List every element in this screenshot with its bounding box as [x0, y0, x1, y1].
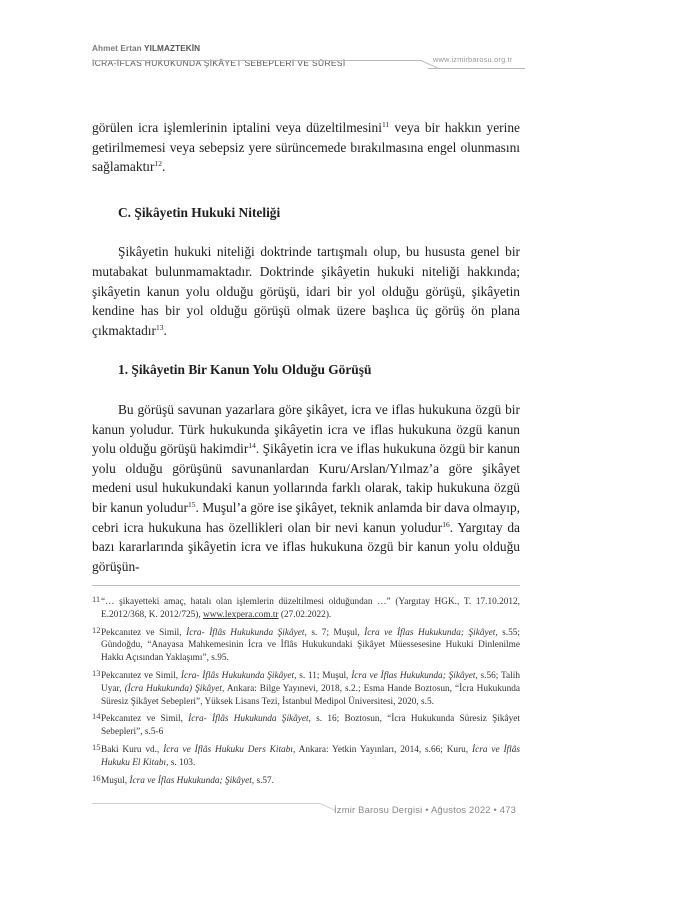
footnote-16: 16 Muşul, İcra ve İflas Hukukunda; Şikâyet, s.57.: [92, 772, 275, 786]
header-rule: [92, 60, 422, 61]
page-footer: İzmir Barosu Dergisi • Ağustos 2022 • 473: [334, 804, 517, 815]
article-title: İCRA-İFLAS HUKUKUNDA ŞİKÂYET SEBEPLERİ VE SÜRESİ: [92, 58, 346, 68]
footnote-12: 12 Pekcanıtez ve Simil, İcra- İflâs Hukukunda Şikâyet, s. 7; Muşul, İcra ve İflas Hukukunda; Şikâyet, s.55; Gündoğdu, “Anayasa Mahkemesinin İcra ve İflâs Hukukundaki Şikâyet Müessesesine Hukuki Dinlenilme Hakkı Açısından Yaklaşımı”, s.95.: [92, 624, 520, 664]
footnote-ref[interactable]: 12: [154, 159, 162, 169]
footnote-ref[interactable]: 13: [155, 322, 164, 332]
footnote-14: 14 Pekcanıtez ve Simil, İcra- İflâs Hukukunda Şikâyet, s. 16; Boztosun, “İcra Hukukunda Süresiz Şikâyet Sebepleri”, s.5-6: [92, 711, 520, 738]
main-text: [92, 118, 520, 576]
footnote-ref[interactable]: 15: [188, 499, 196, 509]
footnote-13: 13 Pekcanıtez ve Simil, İcra- İflâs Hukukunda Şikâyet, s. 11; Muşul, İcra ve İflas Hukukunda; Şikâyet, s.56; Talih Uyar, (İcra Hukukunda) Şikâyet, Ankara: Bilge Yayınevi, 2018, s.2.; Esma Hande Boztosun, “İcra Hukukunda Süresiz Şikâyet Sebepleri”, Yüksek Lisans Tezi, İstanbul Medipol Üniversitesi, 2020, s.5.: [92, 667, 520, 707]
subsection-heading: 1. Şikâyetin Bir Kanun Yolu Olduğu Görüşü: [118, 362, 372, 378]
site-url[interactable]: www.izmirbarosu.org.tr: [433, 55, 513, 64]
header-rule-right: [428, 68, 525, 69]
paragraph: Şikâyetin hukuki niteliği doktrinde tartışmalı olup, bu hususta genel bir mutabakat bulunmamaktadır. Doktrinde şikâyetin hukuki niteliği hakkında; şikâyetin kanun yolu olduğu görüşü, idari bir yol olduğu görüşü, şikâyetin kendine has bir yol olduğu görüşü olmak üzere başlıca üç görüş ön plana çıkmaktadır$^{13}$.: [92, 244, 520, 338]
footnotes: [92, 596, 520, 792]
footnote-15: 15 Baki Kuru vd., İcra ve İflâs Hukuku Ders Kitabı, Ankara: Yetkin Yayınları, 2014, s.66; Kuru, İcra ve İflâs Hukuku El Kitabı, s. 103.: [92, 741, 520, 768]
footer-rule: [92, 803, 320, 804]
footnote-ref[interactable]: 11: [381, 120, 390, 129]
footnote-ref[interactable]: 16: [442, 519, 450, 529]
footnote-11: 11 “… şikayetteki amaç, hatalı olan işlemlerin düzeltilmesi olduğundan …” (Yargıtay HGK., T. 17.10.2012, E.2012/368, K. 2012/725), www.lexpera.com.tr (27.02.2022).: [92, 594, 520, 620]
footnote-rule: [92, 585, 520, 586]
paragraph: Bu görüşü savunan yazarlara göre şikâyet, icra ve iflas hukukuna özgü bir kanun yoludur. Türk hukukunda şikâyetin icra ve iflas hukukuna özgü kanun yolu olduğu görüşü hakimdir$^{14}$. Şikâyetin icra ve iflas hukukuna özgü bir kanun yolu olduğu görüşünü savunanlardan Kuru/Arslan/Yılmaz’a göre şikâyet medeni usul hukukundaki kanun yollarında farklı olarak, takip hukukuna özgü bir kanun yoludur$^{15}$. Muşul’a göre ise şikâyet, teknik anlamda bir dava olmayıp, cebri icra hukukuna has özellikleri olan bir nevi kanun yoludur$^{16}$. Yargıtay da bazı kararlarında şikâyetin icra ve iflas hukukuna özgü bir kanun yolu olduğu görüşün-: [92, 401, 521, 574]
author-name: Ahmet Ertan YILMAZTEKİN: [92, 44, 201, 53]
paragraph: görülen icra işlemlerinin iptalini veya düzeltilmesini$^{11}$ veya bir hakkın yerine getirilmemesi veya sebepsiz yere sürüncemede bırakılmasına engel olunmasını sağlamaktır$^{12}$.: [92, 120, 520, 175]
section-heading: C. Şikâyetin Hukuki Niteliği: [118, 204, 281, 220]
footnote-ref[interactable]: 14: [248, 441, 256, 451]
footnote-link[interactable]: www.lexpera.com.tr: [203, 609, 279, 620]
